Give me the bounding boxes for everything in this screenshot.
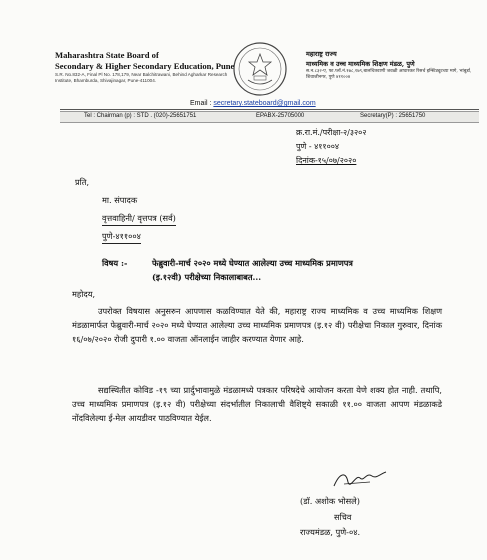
recipient-line3: पुणे-४११००४ xyxy=(102,230,141,244)
telephone-bar xyxy=(60,111,479,123)
board-name-mr-line1: महाराष्ट्र राज्य xyxy=(306,50,337,58)
board-name-line1: Maharashtra State Board of xyxy=(55,50,159,60)
signatory-organization: राज्यमंडळ, पुणे-०४. xyxy=(300,527,361,537)
body-paragraph-2: सद्यस्थितीत कोविड -१९ च्या प्रार्दुभावामुळे मंडळामध्ये पत्रकार परिषदेचे आयोजन करता येणे शक्य होत नाही. तथापि, उच्च माध्यमिक प्रमाणपत्र (इ.१२ वी) परीक्षेच्या संदर्भातील निकालाची वैशिष्ट्ये सकाळी ११.०० वाजता आपण मंडळाकडे नोंदविलेल्या ई-मेल आयडीवर पाठविण्यात येईल. xyxy=(72,385,442,423)
header-divider xyxy=(60,109,479,110)
tel-chairman: Tel : Chairman (p) : STD . (020)-25651751 xyxy=(84,113,197,119)
signatory-name: (डॉ. अशोक भोसले) xyxy=(300,496,360,506)
salutation: महोदय, xyxy=(72,289,96,299)
signature-scrawl-icon xyxy=(330,468,390,492)
subject-line2: (इ.१२वी) परीक्षेच्या निकालाबाबत... xyxy=(152,272,262,282)
recipient-line2: वृत्तवाहिनी/ वृत्तपत्र (सर्व) xyxy=(102,212,176,226)
board-name-line2: Secondary & Higher Secondary Education, Pune xyxy=(55,61,235,71)
board-name-mr xyxy=(306,49,415,69)
signatory-title: सचिव xyxy=(334,512,352,522)
subject-label: विषय :- xyxy=(102,258,128,268)
subject-line1: फेब्रुवारी-मार्च २०२० मध्ये घेण्यात आलेल्या उच्च माध्यमिक प्रमाणपत्र xyxy=(152,258,353,268)
tel-secretary: Secretary(P) : 25651750 xyxy=(360,113,426,119)
reference-number: क्र.रा.मं./परीक्षा-२/३२०२ xyxy=(296,128,367,137)
board-name-mr-line2: माध्यमिक व उच्च माध्यमिक शिक्षण मंडळ, पुणे xyxy=(306,60,415,68)
board-address-mr: स.न.८३२-ए, फा.प्लॉ.नं.१७८,१७९,बालचित्रवाणी जवळी आघारकर रिसर्च इन्स्टिट्यूटच्या मागे, भांबुर्डा, शिवाजीनगर, पुणे ४११००४ xyxy=(306,69,472,80)
recipient-line1: मा. संपादक xyxy=(102,195,138,205)
body-paragraph-1: उपरोक्त विषयास अनुसरुन आपणास कळविण्यात येते की, महाराष्ट्र राज्य माध्यमिक व उच्च माध्यमिक शिक्षण मंडळामार्फत फेब्रुवारी-मार्च २०२० मध्ये घेण्यात आलेल्या उच्च माध्यमिक प्रमाणपत्र (इ.१२ वी) परीक्षेचा निकाल गुरुवार, दिनांक १६/०७/२०२० रोजी दुपारी १.०० वाजता ऑनलाईन जाहीर करण्यात येणार आहे. xyxy=(72,306,442,344)
board-address-en: S.R. No.832-A, Final Pl No. 178,179, Near Balchitrawani, Behind Agharkar Research Institute, Bhamburda, Shivajinagar, Pune-411004. xyxy=(55,72,228,83)
reference-date: दिनांक-१५/०७/२०२० xyxy=(296,156,357,165)
board-emblem-icon xyxy=(232,40,288,98)
email-row xyxy=(190,100,316,107)
tel-epabx: EPABX-25705000 xyxy=(256,113,305,119)
board-name-en xyxy=(55,50,234,72)
recipient-prati: प्रति, xyxy=(75,177,90,187)
email-label: Email : xyxy=(190,100,212,107)
email-link[interactable]: secretary.stateboard@gmail.com xyxy=(213,100,316,107)
reference-city: पुणे - ४११००४ xyxy=(296,142,340,151)
